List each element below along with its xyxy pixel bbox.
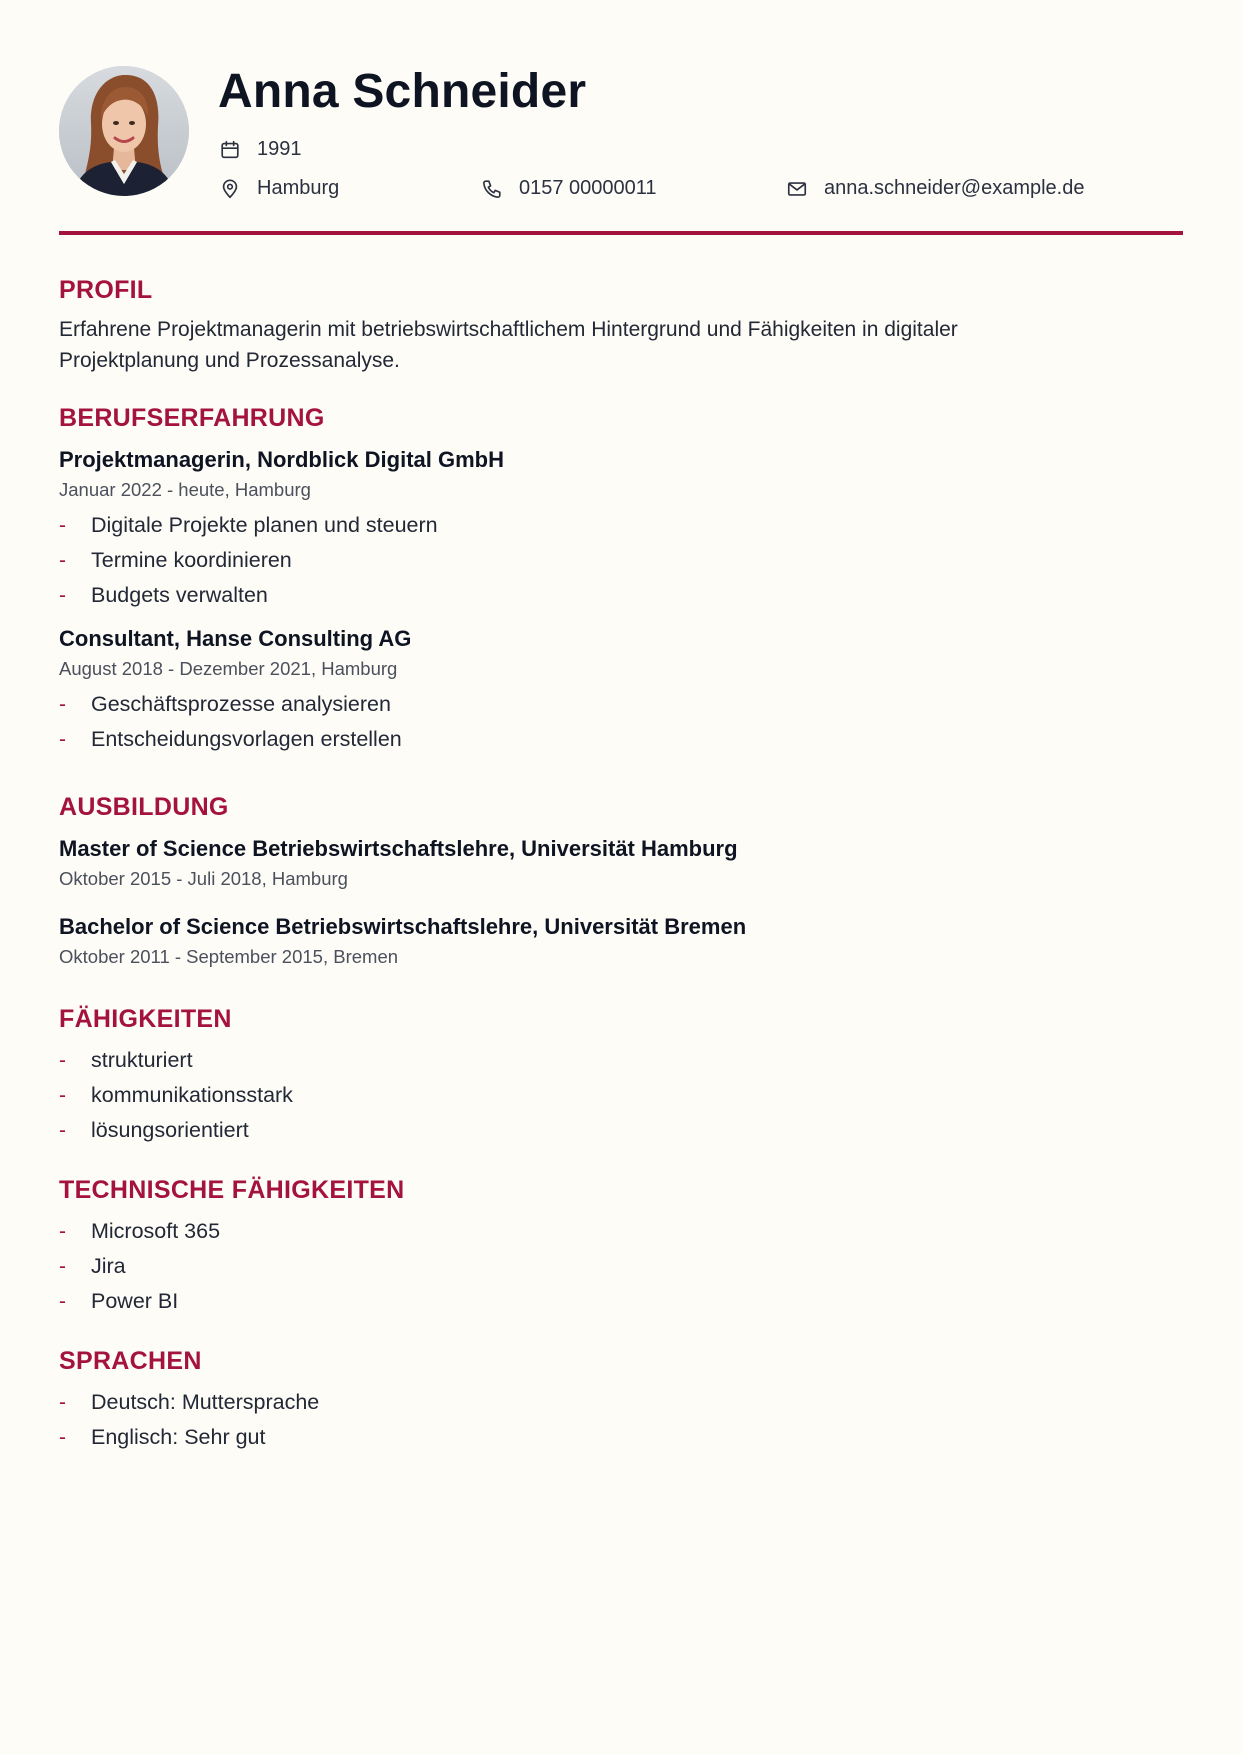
profile-text: Erfahrene Projektmanagerin mit betriebswirtschaftlichem Hintergrund und Fähigkeiten in digitaler Projektplanung und Prozessanalyse. (59, 318, 958, 372)
bullet-marker: - (59, 514, 66, 537)
bullet-marker: - (59, 1426, 66, 1449)
section-title: AUSBILDUNG (59, 793, 229, 821)
tech-skills-list (59, 1214, 1183, 1319)
location-item (219, 177, 339, 200)
section-title: SPRACHEN (59, 1347, 202, 1375)
list-item: - lösungsorientiert (59, 1113, 1183, 1148)
list-item: - Englisch: Sehr gut (59, 1420, 1183, 1455)
profile-section (59, 270, 1183, 376)
list-item: - Jira (59, 1249, 1183, 1284)
section-title: PROFIL (59, 276, 153, 304)
tech-skills-section (59, 1170, 1183, 1319)
entry-date-location: Januar 2022 - heute, Hamburg (59, 479, 311, 500)
list-item: - Budgets verwalten (59, 578, 1183, 613)
list-item: - kommunikationsstark (59, 1078, 1183, 1113)
list-item: - strukturiert (59, 1043, 1183, 1078)
resume-header (59, 66, 1183, 200)
city: Hamburg (257, 177, 340, 199)
header-divider (59, 231, 1183, 235)
education-entry (59, 911, 1183, 971)
education-section (59, 787, 1183, 971)
entry-bullets (59, 687, 1183, 757)
bullet-marker: - (59, 1290, 66, 1313)
portrait-image (59, 66, 189, 196)
experience-entry (59, 444, 1183, 613)
calendar-icon (219, 139, 241, 161)
email-item (786, 177, 1084, 200)
entry-title: Consultant, Hanse Consulting AG (59, 626, 412, 651)
birth-year-item (219, 138, 302, 161)
skills-list (59, 1043, 1183, 1148)
birth-year: 1991 (257, 138, 302, 160)
entry-bullets (59, 508, 1183, 613)
section-title: FÄHIGKEITEN (59, 1005, 232, 1033)
list-item: - Power BI (59, 1284, 1183, 1319)
entry-title: Bachelor of Science Betriebswirtschaftslehre, Universität Bremen (59, 914, 747, 939)
bullet-marker: - (59, 728, 66, 751)
list-item: - Microsoft 365 (59, 1214, 1183, 1249)
phone-number: 0157 00000011 (519, 177, 657, 199)
entry-title: Projektmanagerin, Nordblick Digital GmbH (59, 447, 504, 472)
section-title: BERUFSERFAHRUNG (59, 404, 325, 432)
location-pin-icon (219, 178, 241, 200)
list-item: - Geschäftsprozesse analysieren (59, 687, 1183, 722)
bullet-marker: - (59, 549, 66, 572)
resume-content (59, 270, 1183, 1455)
list-item: - Termine koordinieren (59, 543, 1183, 578)
entry-date-location: August 2018 - Dezember 2021, Hamburg (59, 658, 398, 679)
list-item: - Digitale Projekte planen und steuern (59, 508, 1183, 543)
education-entry (59, 833, 1183, 893)
bullet-marker: - (59, 1255, 66, 1278)
profile-photo (59, 66, 189, 196)
experience-section (59, 398, 1183, 757)
bullet-marker: - (59, 1391, 66, 1414)
languages-list (59, 1385, 1183, 1455)
bullet-marker: - (59, 1049, 66, 1072)
section-title: TECHNISCHE FÄHIGKEITEN (59, 1176, 405, 1204)
skills-section (59, 999, 1183, 1148)
list-item: - Deutsch: Muttersprache (59, 1385, 1183, 1420)
languages-section (59, 1341, 1183, 1455)
bullet-marker: - (59, 1119, 66, 1142)
entry-title: Master of Science Betriebswirtschaftslehre, Universität Hamburg (59, 836, 738, 861)
bullet-marker: - (59, 693, 66, 716)
bullet-marker: - (59, 1220, 66, 1243)
email-address: anna.schneider@example.de (824, 177, 1085, 199)
bullet-marker: - (59, 584, 66, 607)
mail-icon (786, 178, 808, 200)
entry-date-location: Oktober 2011 - September 2015, Bremen (59, 946, 399, 967)
candidate-name: Anna Schneider (218, 65, 587, 118)
phone-item (481, 177, 657, 200)
bullet-marker: - (59, 1084, 66, 1107)
phone-icon (481, 178, 503, 200)
list-item: - Entscheidungsvorlagen erstellen (59, 722, 1183, 757)
entry-date-location: Oktober 2015 - Juli 2018, Hamburg (59, 868, 348, 889)
experience-entry (59, 623, 1183, 757)
